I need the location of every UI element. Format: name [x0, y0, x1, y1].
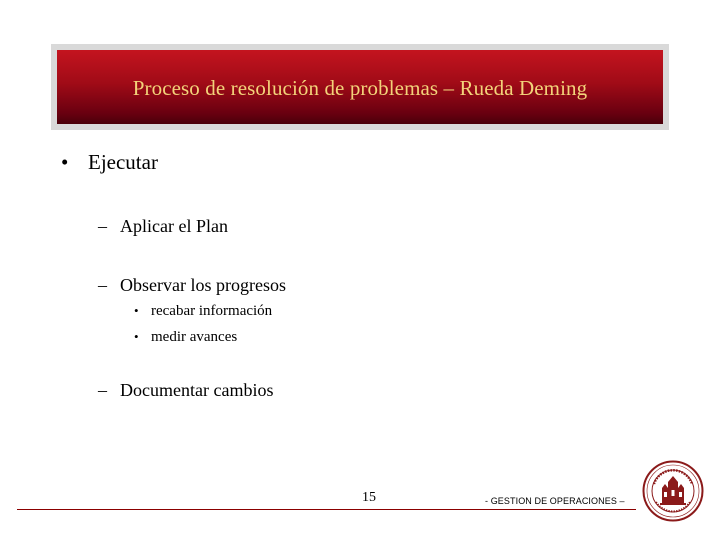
sub-sub-item-text: recabar información: [151, 303, 273, 319]
dash-marker: –: [98, 216, 107, 236]
sub-item-documentar: [98, 380, 273, 401]
footer-course-label: - GESTION DE OPERACIONES –: [485, 496, 625, 506]
dash-marker: –: [98, 380, 107, 400]
dash-marker: –: [98, 275, 107, 295]
sub-item-observar: [98, 275, 286, 296]
bullet-text: Ejecutar: [88, 150, 158, 174]
bullet-marker: •: [134, 329, 139, 344]
sub-item-text: Aplicar el Plan: [120, 216, 228, 236]
sub-sub-item-recabar: [134, 303, 272, 320]
university-seal-icon: [642, 460, 704, 522]
sub-item-text: Documentar cambios: [120, 380, 274, 400]
footer-divider: [17, 509, 636, 510]
title-banner: [57, 50, 663, 124]
page-number: 15: [362, 490, 376, 505]
main-bullet: [61, 150, 158, 175]
sub-sub-item-medir: [134, 329, 237, 346]
bullet-marker: •: [61, 150, 69, 174]
bullet-marker: •: [134, 303, 139, 318]
sub-sub-item-text: medir avances: [151, 329, 238, 345]
sub-item-text: Observar los progresos: [120, 275, 286, 295]
slide-title: Proceso de resolución de problemas – Rueda Deming: [132, 75, 588, 100]
sub-item-aplicar: [98, 216, 228, 237]
